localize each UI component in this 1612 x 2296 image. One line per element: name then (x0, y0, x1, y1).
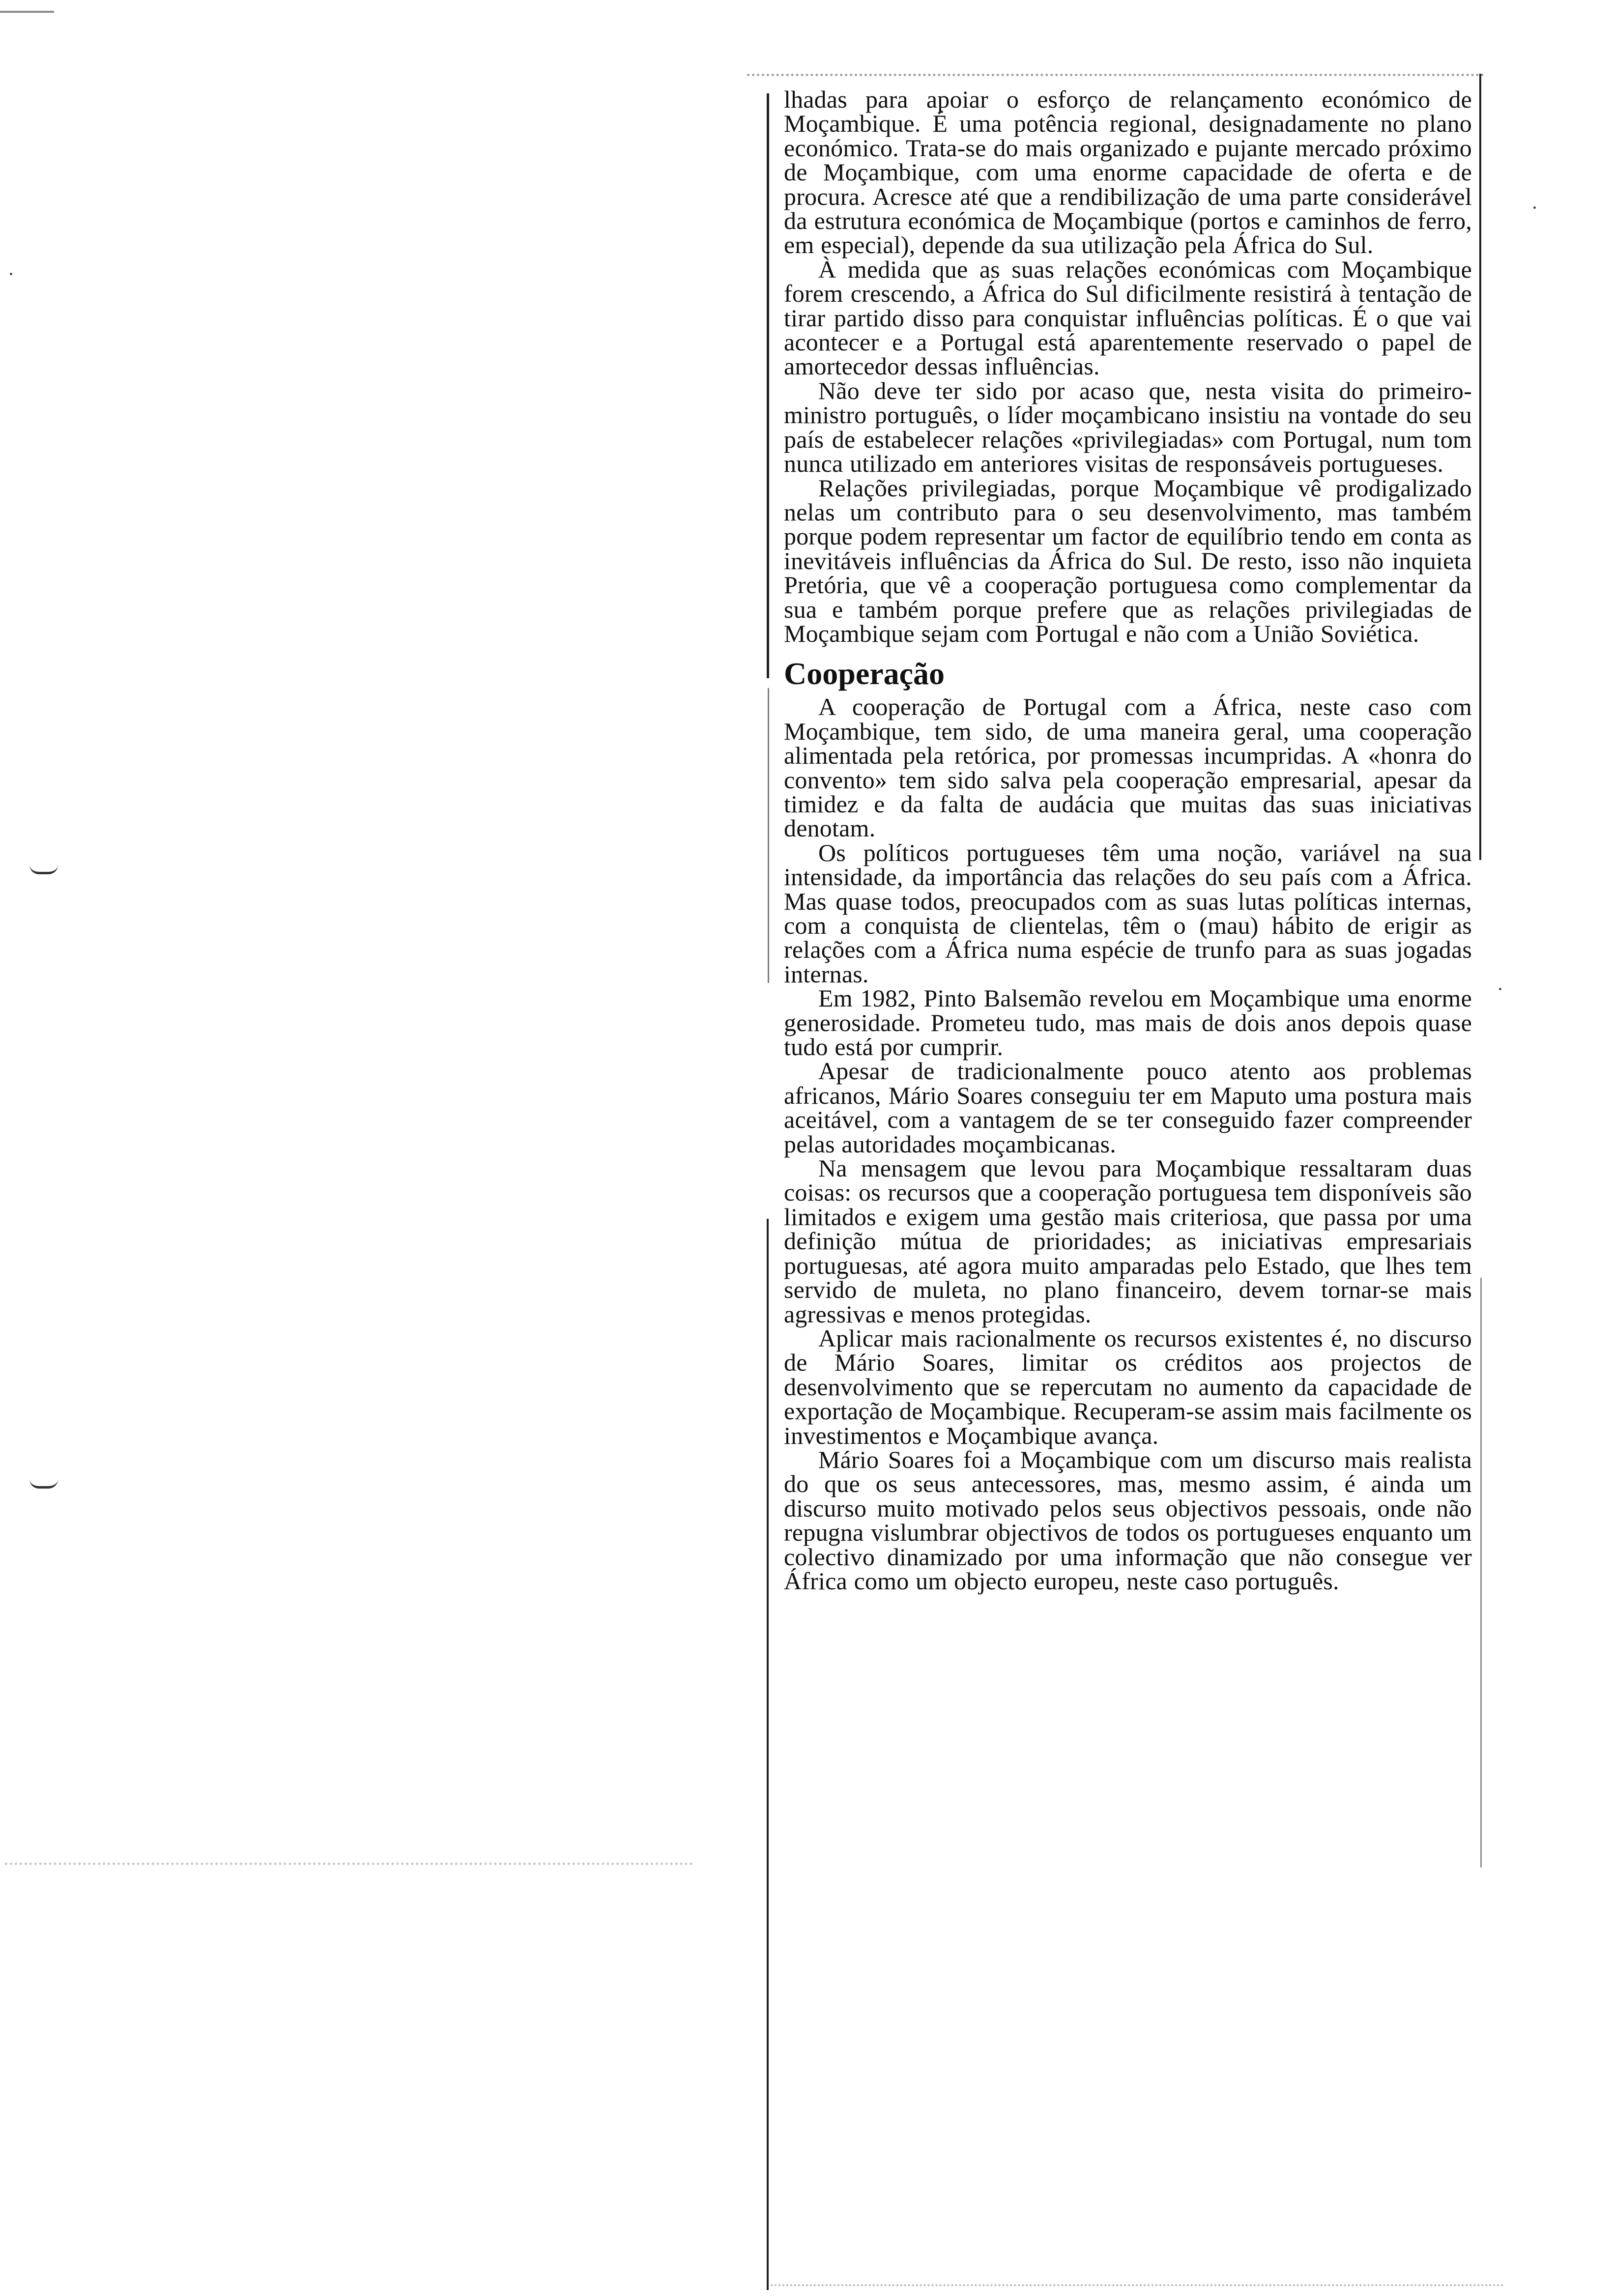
scan-noise-top (747, 74, 1484, 80)
article-paragraph: À medida que as suas relações económicas com Moçambique forem crescendo, a África do Sul dificilmente resistirá à tentação de tirar partido disso para conquistar influências políticas. É o que vai acontecer e a Portugal está aparentemente reservado o papel de amortecedor dessas influências. (784, 255, 1472, 380)
article-paragraph: Na mensagem que levou para Moçambique ressaltaram duas coisas: os recursos que a cooperação portuguesa tem disponíveis são limitados e exigem uma gestão mais criteriosa, que passa por uma definição mútua de prioridades; as iniciativas empresariais portuguesas, até agora muito amparadas pelo Estado, que lhes tem servido de muleta, no plano financeiro, devem tornar-se mais agressivas e menos protegidas. (784, 1154, 1472, 1328)
scan-corner-mark (0, 11, 54, 13)
scan-mark (29, 1479, 58, 1489)
scan-speck (1533, 206, 1536, 209)
column-rule-left (768, 688, 769, 983)
scan-speck (1499, 988, 1501, 990)
article-paragraph: Em 1982, Pinto Balsemão revelou em Moçambique uma enorme generosidade. Prometeu tudo, mas mais de dois anos depois quase tudo está por cumprir. (784, 984, 1472, 1061)
scan-mark (29, 865, 58, 874)
article-paragraph: Aplicar mais racionalmente os recursos existentes é, no discurso de Mário Soares, limitar os créditos aos projectos de desenvolvimento que se repercutam no aumento da capacidade de exportação de Moçambique. Recuperam-se assim mais facilmente os investimentos e Moçambique avança. (784, 1324, 1472, 1449)
scan-speck (10, 273, 12, 275)
article-paragraph: A cooperação de Portugal com a África, neste caso com Moçambique, tem sido, de uma maneira geral, uma cooperação alimentada pela retórica, por promessas incumpridas. A «honra do convento» tem sido salva pela cooperação empresarial, apesar da timidez e da falta de audácia que muitas das suas iniciativas denotam. (784, 693, 1472, 842)
article-paragraph: Mário Soares foi a Moçambique com um discurso mais realista do que os seus antecessores, mas, mesmo assim, é ainda um discurso muito motivado pelos seus objectivos pessoais, onde não repugna vislumbrar objectivos de todos os portugueses enquanto um colectivo dinamizado por uma informação que não consegue ver África como um objecto europeu, neste caso português. (784, 1445, 1472, 1595)
article-paragraph: Não deve ter sido por acaso que, nesta visita do primeiro-ministro português, o líder moçambicano insistiu na vontade do seu país de estabelecer relações «privilegiadas» com Portugal, num tom nunca utilizado em anteriores visitas de responsáveis portugueses. (784, 376, 1472, 478)
column-rule-left (767, 1219, 769, 2290)
column-rule-right (1479, 74, 1481, 860)
article-paragraph: Os políticos portugueses têm uma noção, variável na sua intensidade, da importância das relações do seu país com a África. Mas quase todos, preocupados com as suas lutas políticas internas, com a conquista de clientelas, têm o (mau) hábito de erigir as relações com a África numa espécie de trunfo para as suas jogadas internas. (784, 838, 1472, 988)
scan-noise-bottom (767, 2284, 1504, 2289)
article-paragraph: lhadas para apoiar o esforço de relançamento económico de Moçambique. É uma potência regional, designadamente no plano económico. Trata-se do mais organizado e pujante mercado próximo de Moçambique, com uma enorme capacidade de oferta e de procura. Acresce até que a rendibilização de uma parte considerável da estrutura económica de Moçambique (portos e caminhos de ferro, em especial), depende da sua utilização pela África do Sul. (784, 86, 1472, 259)
section-heading: Cooperação (784, 656, 945, 691)
article-paragraph: Apesar de tradicionalmente pouco atento aos problemas africanos, Mário Soares conseguiu ter em Maputo uma postura mais aceitável, com a vantagem de se ter conseguido fazer compreender pelas autoridades moçambicanas. (784, 1057, 1472, 1158)
article-column (784, 87, 1472, 1593)
article-paragraph: Relações privilegiadas, porque Moçambique vê prodigalizado nelas um contributo para o seu desenvolvimento, mas também porque podem representar um factor de equilíbrio tendo em conta as inevitáveis influências da África do Sul. De resto, isso não inquieta Pretória, que vê a cooperação portuguesa como complementar da sua e também porque prefere que as relações privilegiadas de Moçambique sejam com Portugal e não com a União Soviética. (784, 474, 1472, 647)
scan-noise-left (5, 1863, 693, 1872)
column-rule-right (1480, 1278, 1482, 1867)
column-rule-left (767, 93, 769, 678)
